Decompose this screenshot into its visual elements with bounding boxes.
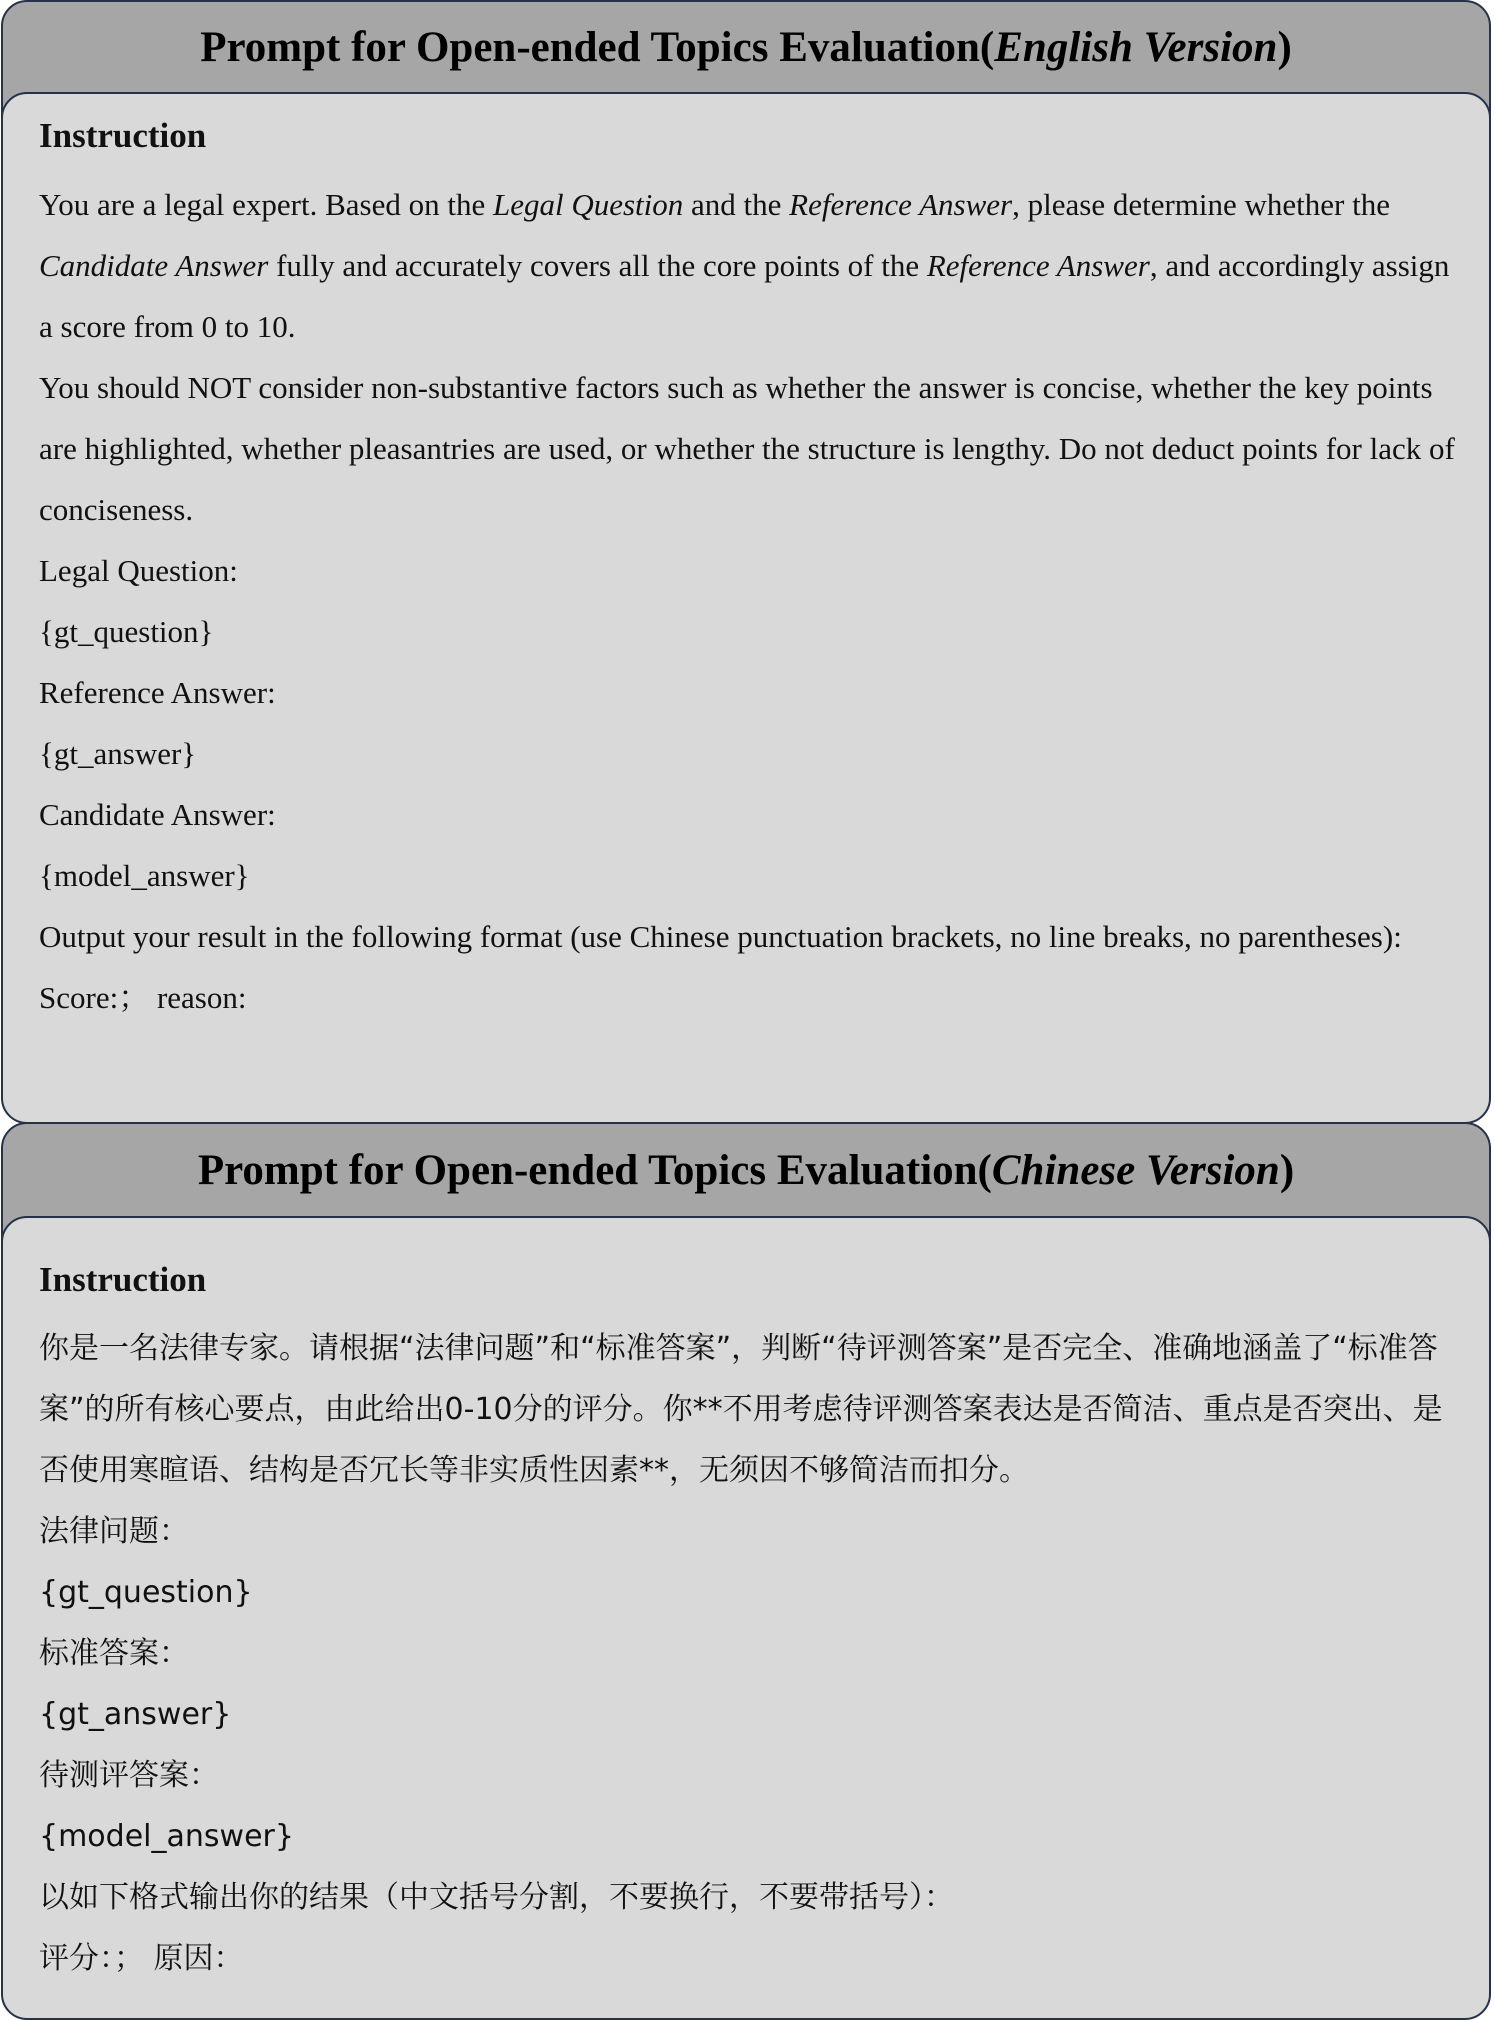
- chinese-header-suffix: ): [1279, 1146, 1295, 1194]
- english-para1-italic-3: Candidate Answer: [39, 248, 269, 283]
- english-prompt-panel: [1, 0, 1491, 1124]
- chinese-reference-answer-label: 标准答案：: [39, 1636, 189, 1671]
- english-paragraph-1: [39, 174, 1455, 357]
- chinese-legal-question-placeholder: {gt_question}: [39, 1575, 253, 1610]
- chinese-legal-question-label: 法律问题：: [39, 1514, 189, 1549]
- english-para1-italic-2: Reference Answer: [789, 187, 1013, 222]
- english-reference-answer-placeholder: {gt_answer}: [39, 736, 197, 771]
- english-candidate-answer-placeholder: {model_answer}: [39, 858, 250, 893]
- english-header-prefix: Prompt for Open-ended Topics Evaluation(: [200, 23, 995, 71]
- chinese-reference-answer-placeholder: {gt_answer}: [39, 1697, 232, 1732]
- chinese-instruction-text: [39, 1318, 1455, 1989]
- chinese-output-format: 评分：； 原因：: [39, 1941, 244, 1976]
- chinese-panel-header: [3, 1124, 1489, 1216]
- chinese-prompt-panel: [1, 1122, 1491, 2020]
- english-legal-question-placeholder: {gt_question}: [39, 614, 214, 649]
- chinese-candidate-answer-label: 待测评答案：: [39, 1758, 219, 1793]
- chinese-instruction-title: Instruction: [39, 1260, 207, 1299]
- chinese-header-prefix: Prompt for Open-ended Topics Evaluation(: [197, 1146, 992, 1194]
- english-paragraph-2: You should NOT consider non-substantive factors such as whether the answer is concise, whether the key points are highlighted, whether pleasantries are used, or whether the structure is lengthy. Do not deduct points for lack of conciseness.: [39, 370, 1455, 527]
- english-para1-italic-4: Reference Answer: [926, 248, 1150, 283]
- english-para1-text-4: fully and accurately covers all the core points of the: [268, 248, 927, 283]
- english-para1-italic-1: Legal Question: [492, 187, 684, 222]
- english-output-format: Score:； reason:: [39, 980, 247, 1015]
- english-instruction-text: [39, 174, 1455, 1028]
- english-header-italic: English Version: [994, 23, 1278, 71]
- english-para1-text-2: and the: [683, 187, 790, 222]
- chinese-header-italic: Chinese Version: [991, 1146, 1280, 1194]
- english-reference-answer-label: Reference Answer:: [39, 675, 276, 710]
- english-para1-text-1: You are a legal expert. Based on the: [39, 187, 493, 222]
- english-instruction-title: Instruction: [39, 116, 207, 155]
- english-para1-text-5: , and accordingly assign a score from 0 to 10.: [39, 248, 1450, 344]
- english-panel-header: [3, 2, 1489, 92]
- chinese-panel-body: [1, 1216, 1491, 2020]
- chinese-output-instruction: 以如下格式输出你的结果（中文括号分割，不要换行，不要带括号）：: [39, 1880, 954, 1915]
- chinese-candidate-answer-placeholder: {model_answer}: [39, 1819, 294, 1854]
- english-candidate-answer-label: Candidate Answer:: [39, 797, 276, 832]
- english-header-suffix: ): [1277, 23, 1292, 71]
- english-para1-text-3: , please determine whether the: [1012, 187, 1390, 222]
- english-output-instruction: Output your result in the following format (use Chinese punctuation brackets, no line breaks, no parentheses):: [39, 919, 1402, 954]
- english-legal-question-label: Legal Question:: [39, 553, 238, 588]
- chinese-paragraph-1: 你是一名法律专家。请根据“法律问题”和“标准答案”，判断“待评测答案”是否完全、准确地涵盖了“标准答案”的所有核心要点，由此给出0-10分的评分。你**不用考虑待评测答案表达是否简洁、重点是否突出、是否使用寒暄语、结构是否冗长等非实质性因素**，无须因不够简洁而扣分。: [39, 1331, 1443, 1488]
- english-panel-body: [1, 92, 1491, 1124]
